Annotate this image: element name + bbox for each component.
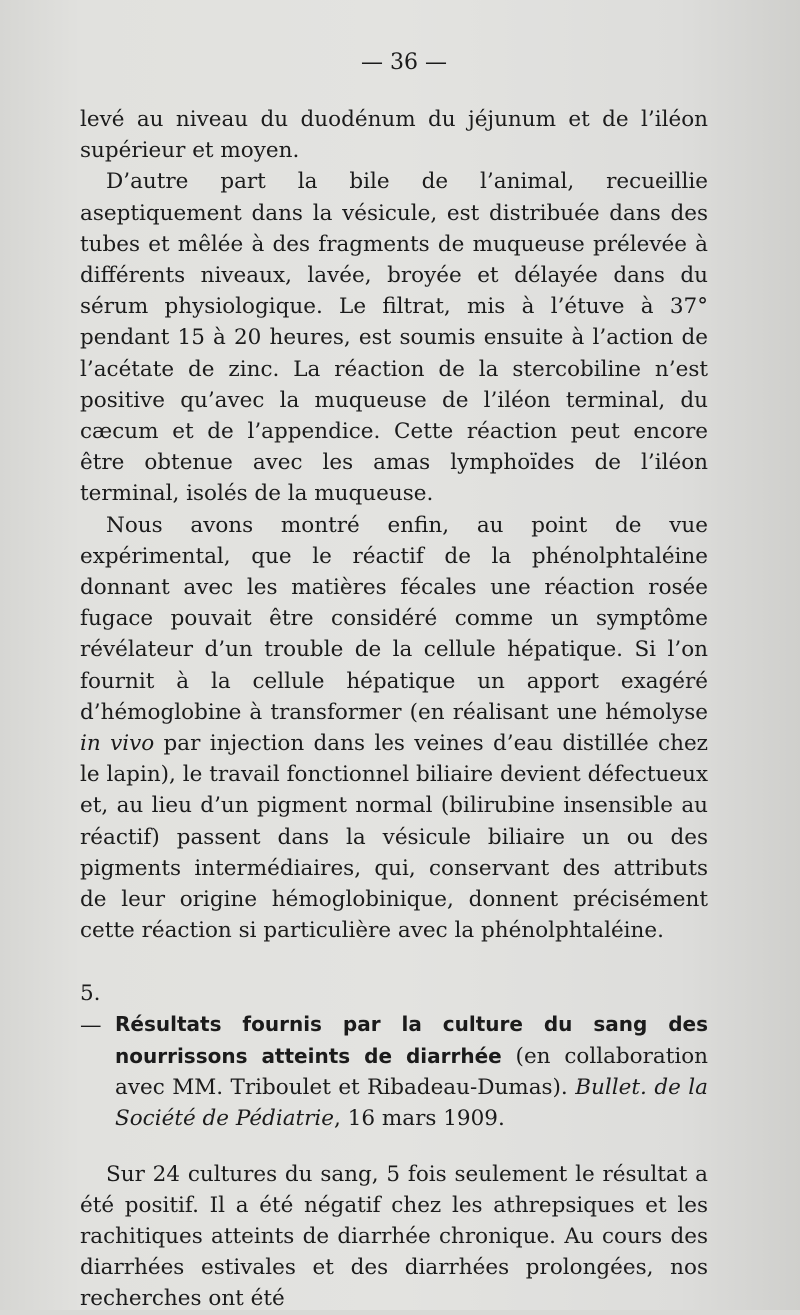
- section-number: 5. —: [80, 981, 102, 1038]
- section-collaboration: (en collaboration avec MM. Triboulet et Ribadeau-Dumas).: [115, 1043, 709, 1101]
- section-body: [80, 1159, 708, 1315]
- paragraph-continued: levé au niveau du duodénum du jéjunum et de l’iléon supérieur et moyen.: [80, 107, 708, 164]
- italic-in-vivo: in vivo: [80, 731, 155, 757]
- paragraph-bile-experiment: D’autre part la bile de l’animal, recueillie aseptiquement dans la vésicule, est distribuée dans des tubes et mêlée à des fragments de muqueuse prélevée à différents niveaux, lavée, broyée et délayée dans du sérum physiologique. Le filtrat, mis à l’étuve à 37° pendant 15 à 20 heures, est soumis ensuite à l’action de l’acétate de zinc. La réaction de la stercobiline n’est positive qu’avec la muqueuse de l’iléon terminal, du cæcum et de l’appendice. Cette réaction peut encore être obtenue avec les amas lymphoïdes de l’iléon terminal, isolés de la muqueuse.: [80, 169, 708, 507]
- body-text: [80, 104, 708, 946]
- paragraph-text-part2: par injection dans les veines d’eau distillée chez le lapin), le travail fonctionnel biliaire devient défectueux et, au lieu d’un pigment normal (bilirubine insensible au réactif) passent dans la vésicule biliaire un ou des pigments intermédiaires, qui, conservant des attributs de leur origine hémoglobinique, donnent précisément cette réaction si particulière avec la phénolphtaléine.: [80, 731, 708, 944]
- page-number: — 36 —: [361, 50, 447, 75]
- paragraph-phenolphthalein: [80, 510, 708, 947]
- paragraph-blood-cultures: Sur 24 cultures du sang, 5 fois seulement le résultat a été positif. Il a été négatif chez les athrepsiques et les rachitiques atteints de diarrhée chronique. Au cours des diarrhées estivales et des diarrhées prolongées, nos recherches ont été: [80, 1161, 708, 1312]
- section-date: , 16 mars 1909.: [334, 1106, 505, 1132]
- paragraph-text-part1: Nous avons montré enfin, au point de vue expérimental, que le réactif de la phénolphtaléine donnant avec les matières fécales une réaction rosée fugace pouvait être considéré comme un symptôme révélateur d’un trouble de la cellule hépatique. Si l’on fournit à la cellule hépatique un apport exagéré d’hémoglobine à transformer (en réalisant une hémolyse: [80, 512, 708, 725]
- section-reference: Bullet. de la Société de Pédiatrie: [115, 1075, 708, 1132]
- section-title: Résultats fournis par la culture du sang des nourrissons atteints de diarrhée: [115, 1012, 708, 1068]
- section-heading: [80, 978, 708, 1134]
